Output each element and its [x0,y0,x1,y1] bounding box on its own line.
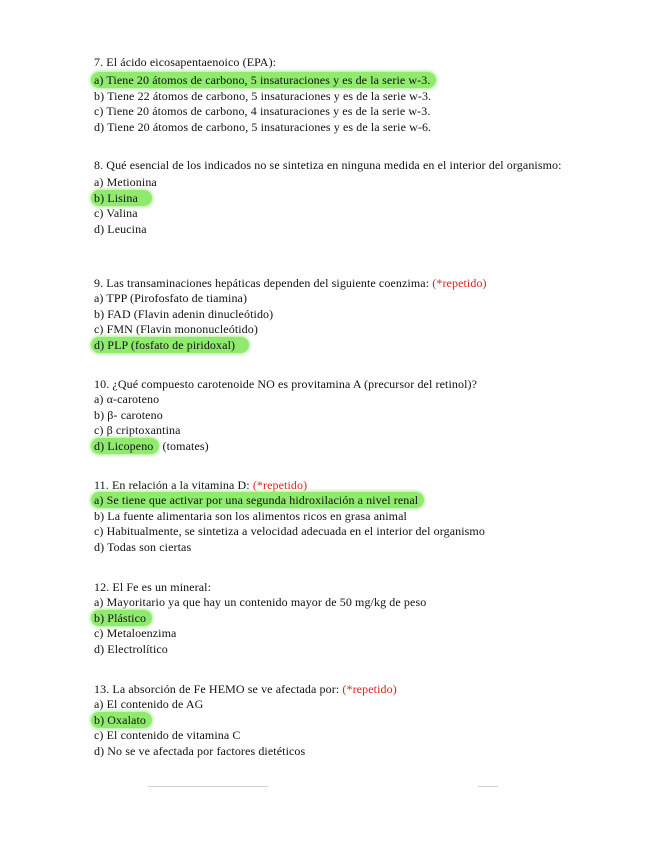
question-stem: 13. La absorción de Fe HEMO se ve afectada por: (*repetido) [94,682,397,696]
option-d: d) Tiene 20 átomos de carbono, 5 insaturaciones y es de la serie w-6. [94,119,432,134]
page-bottom-artifact [148,786,268,787]
option-c: c) FMN (Flavin mononucleótido) [94,322,258,336]
question-stem: 10. ¿Qué compuesto carotenoide NO es provitamina A (precursor del retinol)? [94,377,478,391]
option-a: a) Mayoritario ya que hay un contenido mayor de 50 mg/kg de peso [94,595,427,609]
question-stem: 7. El ácido eicosapentaenoico (EPA): [94,55,277,69]
question-stem: 12. El Fe es un mineral: [94,580,212,594]
correct-answer-highlight: d) PLP (fosfato de piridoxal) [91,337,249,353]
option-b: b) FAD (Flavin adenin dinucleótido) [94,306,274,321]
repeated-tag: (*repetido) [252,478,308,492]
option-d: d) No se ve afectada por factores dietéticos [94,743,306,758]
option-b: b) β- caroteno [94,407,163,422]
option-a [94,73,574,89]
correct-answer-highlight: a) Tiene 20 átomos de carbono, 5 insaturaciones y es de la serie w-3. [91,72,436,88]
option-b [94,713,574,729]
option-d [94,338,574,354]
option-c: c) Habitualmente, se sintetiza a velocidad adecuada en el interior del organismo [94,524,485,538]
correct-answer-highlight: b) Oxalato [91,712,152,728]
question-10 [94,376,574,454]
question-11 [94,477,574,555]
option-a: a) α-caroteno [94,392,160,406]
correct-answer-highlight: b) Lisina [91,190,152,206]
page-bottom-artifact [478,786,498,787]
question-13 [94,681,574,759]
option-a: a) TPP (Pirofosfato de tiamina) [94,291,248,305]
option-c: c) β criptoxantina [94,423,181,437]
option-b: b) Tiene 22 átomos de carbono, 5 insaturaciones y es de la serie w-3. [94,88,432,103]
option-c: c) Metaloenzima [94,626,177,640]
repeated-tag: (*repetido) [342,682,397,696]
question-12 [94,579,574,657]
option-a: a) El contenido de AG [94,697,204,711]
question-stem: 8. Qué esencial de los indicados no se sintetiza en ninguna medida en el interior del organismo: [94,158,562,172]
option-c: c) Tiene 20 átomos de carbono, 4 insaturaciones y es de la serie w-3. [94,104,431,118]
option-c: c) Valina [94,206,138,220]
correct-answer-highlight: b) Plástico [91,610,152,626]
option-a: a) Metionina [94,175,157,189]
option-d: d) Leucina [94,221,147,236]
option-d: d) Electrolítico [94,641,168,656]
question-stem: 11. En relación a la vitamina D: (*repetido) [94,478,308,492]
repeated-tag: (*repetido) [432,276,487,290]
option-b: b) La fuente alimentaria son los alimentos ricos en grasa animal [94,508,407,523]
option-d: d) Todas son ciertas [94,539,192,554]
option-c: c) El contenido de vitamina C [94,728,241,742]
correct-answer-highlight: a) Se tiene que activar por una segunda hidroxilación a nivel renal [91,492,424,508]
question-stem: 9. Las transaminaciones hepáticas dependen del siguiente coenzima: (*repetido) [94,276,487,290]
option-a [94,493,574,509]
correct-answer-highlight: d) Licopeno [91,438,159,454]
option-b [94,191,574,207]
option-note: (tomates) [159,438,209,453]
question-9 [94,275,574,353]
option-d [94,439,574,455]
question-7 [94,54,574,135]
option-b [94,611,574,627]
question-8 [94,157,574,237]
